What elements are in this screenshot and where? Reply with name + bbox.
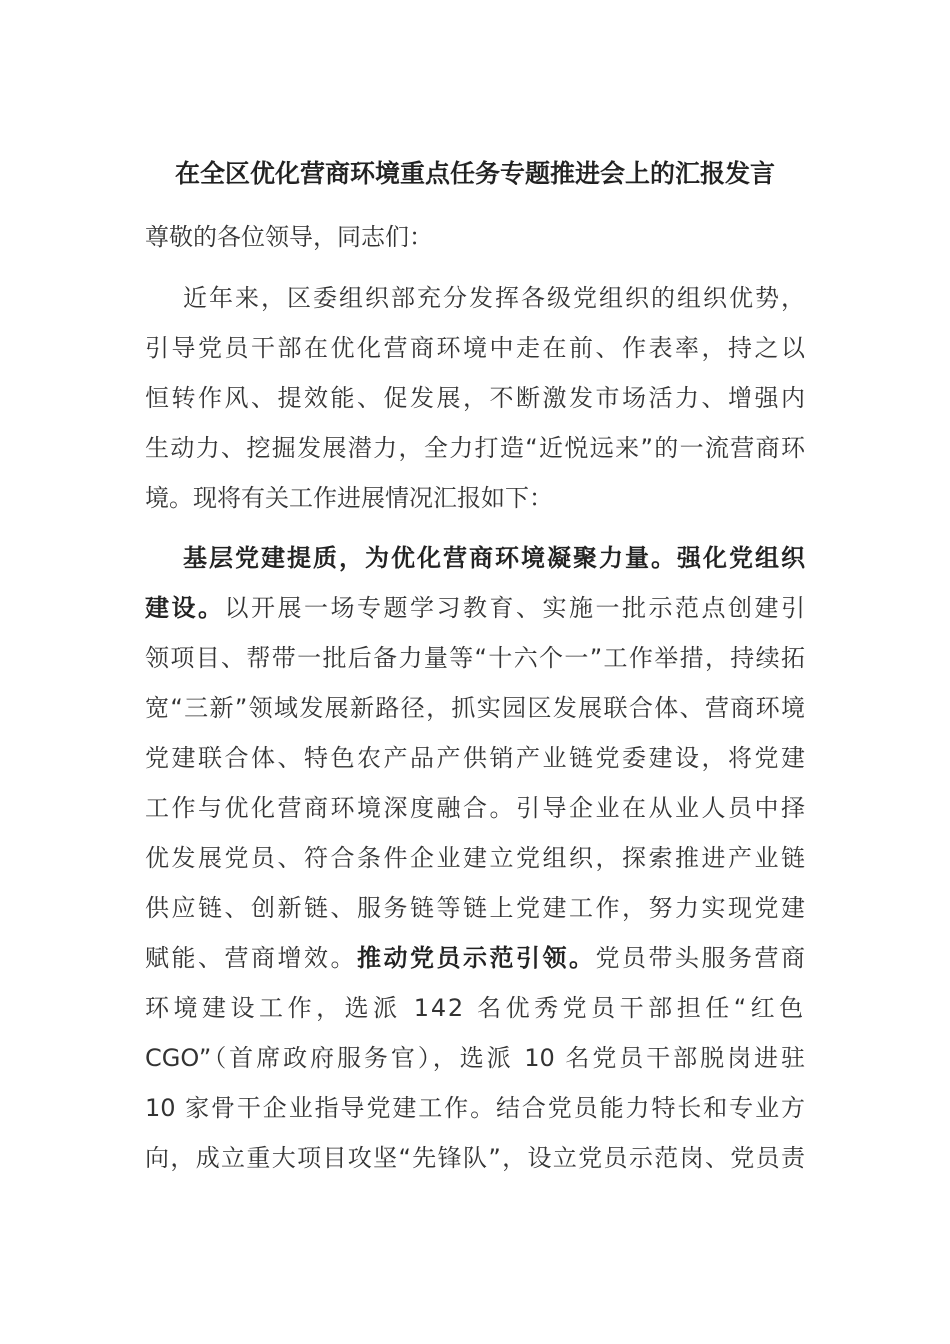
section-line <box>145 938 805 978</box>
section-line: 党建联合体、特色农产品产供销产业链党委建设，将党建 <box>145 744 805 772</box>
section-line: 工作与优化营商环境深度融合。引导企业在从业人员中择 <box>145 794 805 822</box>
intro-line: 近年来，区委组织部充分发挥各级党组织的组织优势， <box>183 284 805 312</box>
intro-line: 引导党员干部在优化营商环境中走在前、作表率，持之以 <box>145 334 805 362</box>
intro-line: 境。现将有关工作进展情况汇报如下： <box>145 484 553 512</box>
section-text: 党员带头服务营商 <box>595 944 805 972</box>
section-text: 以开展一场专题学习教育、实施一批示范点创建引 <box>224 594 805 622</box>
subheading-bold: 推动党员示范引领。 <box>357 944 596 972</box>
section-line: 宽“三新”领域发展新路径，抓实园区发展联合体、营商环境 <box>145 694 805 722</box>
intro-line: 生动力、挖掘发展潜力，全力打造“近悦远来”的一流营商环 <box>145 434 805 462</box>
section-text: 赋能、营商增效。 <box>145 944 357 972</box>
intro-line: 恒转作风、提效能、促发展，不断激发市场活力、增强内 <box>145 384 805 412</box>
section-line: 优发展党员、符合条件企业建立党组织，探索推进产业链 <box>145 844 805 872</box>
section-line: 向，成立重大项目攻坚“先锋队”，设立党员示范岗、党员责 <box>145 1144 805 1172</box>
section-line: 领项目、帮带一批后备力量等“十六个一”工作举措，持续拓 <box>145 644 805 672</box>
document-title: 在全区优化营商环境重点任务专题推进会上的汇报发言 <box>174 159 775 188</box>
section-heading: 基层党建提质，为优化营商环境凝聚力量。强化党组织 <box>183 544 805 572</box>
section-line: 10 家骨干企业指导党建工作。结合党员能力特长和专业方 <box>145 1094 805 1122</box>
salutation: 尊敬的各位领导，同志们： <box>145 223 433 251</box>
section-line: 供应链、创新链、服务链等链上党建工作，努力实现党建 <box>145 894 805 922</box>
subheading-bold: 建设。 <box>145 594 225 622</box>
section-line: CGO”（首席政府服务官），选派 10 名党员干部脱岗进驻 <box>145 1044 805 1072</box>
section-line: 环境建设工作，选派 142 名优秀党员干部担任“红色 <box>145 994 805 1022</box>
section-line <box>145 588 805 628</box>
